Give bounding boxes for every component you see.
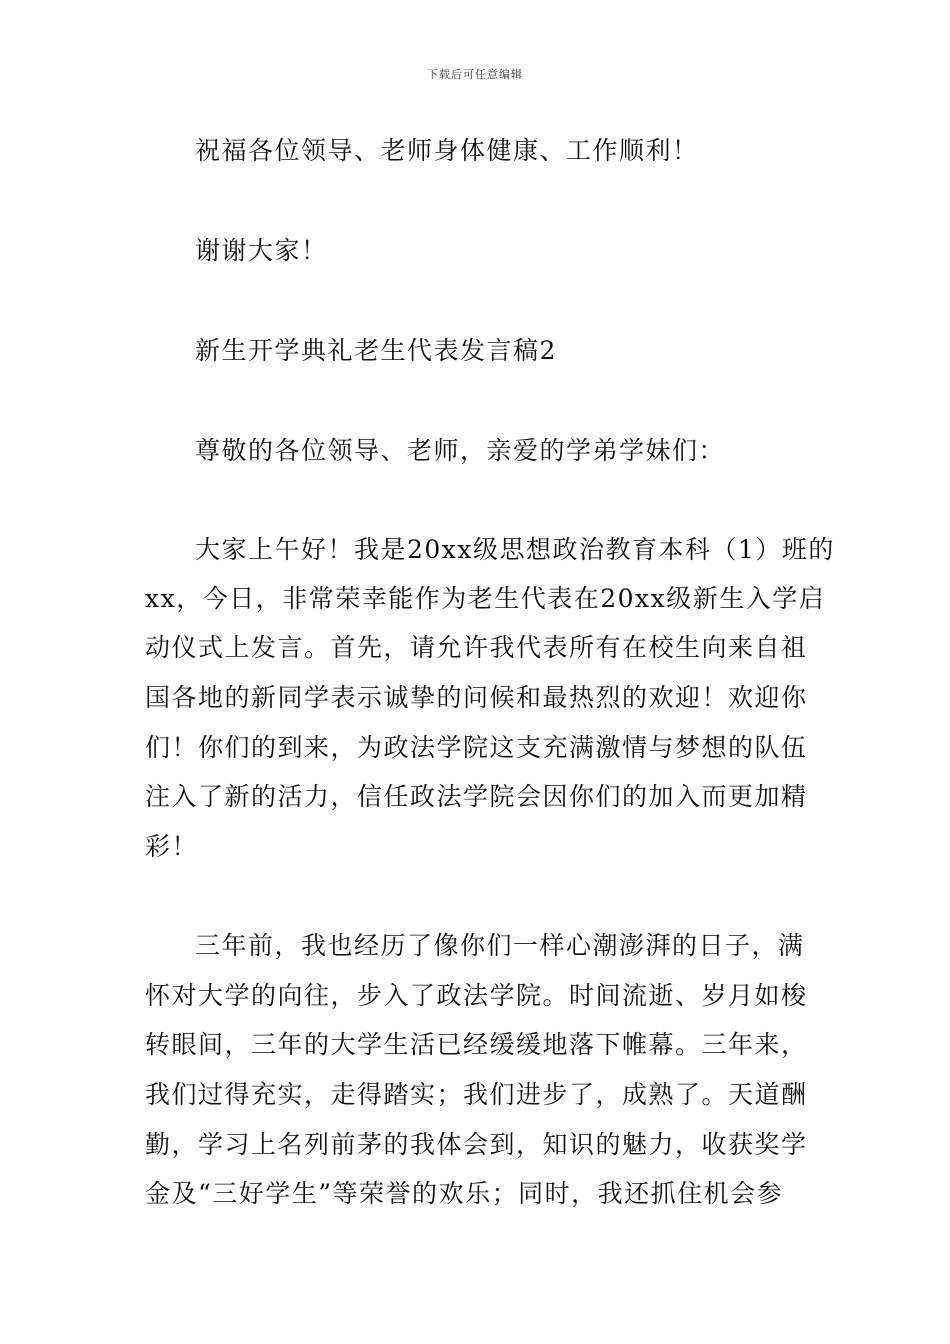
- paragraph1-line: 动仪式上发言。首先，请允许我代表所有在校生向来自祖: [145, 633, 808, 662]
- paragraph1-line: xx，今日，非常荣幸能作为老生代表在20xx级新生入学启: [145, 584, 826, 613]
- paragraph2-line: 转眼间，三年的大学生活已经缓缓地落下帷幕。三年来，: [145, 1030, 808, 1059]
- salutation-line: 尊敬的各位领导、老师，亲爱的学弟学妹们：: [195, 436, 726, 465]
- paragraph2-line: 怀对大学的向往，步入了政法学院。时间流逝、岁月如梭: [145, 981, 808, 1010]
- paragraph1-line: 大家上午好！我是20xx级思想政治教育本科（1）班的: [195, 535, 835, 564]
- paragraph1-line: 彩！: [145, 832, 199, 861]
- header-note: 下载后可任意编辑: [427, 68, 523, 81]
- paragraph1-line: 注入了新的活力，信任政法学院会因你们的加入而更加精: [145, 782, 808, 811]
- paragraph2-line: 勤，学习上名列前茅的我体会到，知识的魅力，收获奖学: [145, 1130, 808, 1159]
- section-title: 新生开学典礼老生代表发言稿2: [195, 336, 557, 365]
- paragraph1-line: 们！你们的到来，为政法学院这支充满激情与梦想的队伍: [145, 733, 808, 762]
- blessing-line: 祝福各位领导、老师身体健康、工作顺利！: [195, 136, 699, 165]
- thanks-line: 谢谢大家！: [195, 236, 328, 265]
- paragraph2-line: 金及“三好学生”等荣誉的欢乐；同时，我还抓住机会参: [145, 1179, 784, 1208]
- paragraph2-line: 我们过得充实，走得踏实；我们进步了，成熟了。天道酬: [145, 1080, 808, 1109]
- paragraph1-line: 国各地的新同学表示诚挚的问候和最热烈的欢迎！欢迎你: [145, 683, 808, 712]
- paragraph2-line: 三年前，我也经历了像你们一样心潮澎湃的日子，满: [195, 931, 805, 960]
